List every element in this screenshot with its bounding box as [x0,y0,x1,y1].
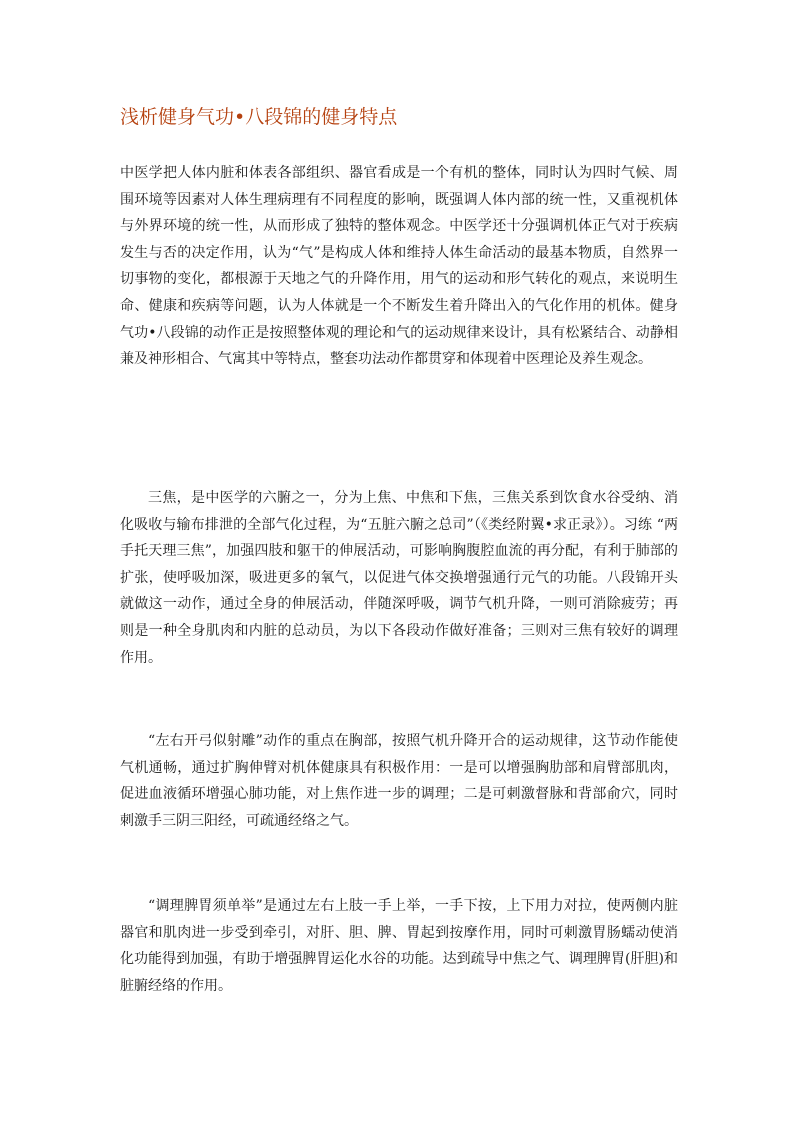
paragraph-1: 中医学把人体内脏和体表各部组织、器官看成是一个有机的整体，同时认为四时气候、周围环境等因素对人体生理病理有不同程度的影响，既强调人体内部的统一性，又重视机体与外界环境的统一性，从而形成了独特的整体观念。中医学还十分强调机体正气对于疾病发生与否的决定作用，认为“气”是构成人体和维持人体生命活动的最基本物质，自然界一切事物的变化，都根源于天地之气的升降作用，用气的运动和形气转化的观点，来说明生命、健康和疾病等问题，认为人体就是一个不断发生着升降出入的气化作用的机体。健身气功•八段锦的动作正是按照整体观的理论和气的运动规律来设计，具有松紧结合、动静相兼及神形相合、气寓其中等特点，整套功法动作都贯穿和体现着中医理论及养生观念。 [120,165,678,368]
document-title: 浅析健身气功•八段锦的健身特点 [120,106,398,128]
paragraph-2: 三焦，是中医学的六腑之一，分为上焦、中焦和下焦，三焦关系到饮食水谷受纳、消化吸收与输布排泄的全部气化过程，为“五脏六腑之总司”（《类经附翼•求正录》）。习练 “两手托天理三焦”，加强四肢和躯干的伸展活动，可影响胸腹腔血流的再分配，有利于肺部的扩张，使呼吸加深，吸进更多的氧气，以促进气体交换增强通行元气的功能。八段锦开头就做这一动作，通过全身的伸展活动，伴随深呼吸，调节气机升降，一则可消除疲劳；再则是一种全身肌肉和内脏的总动员，为以下各段动作做好准备；三则对三焦有较好的调理作用。 [120,490,678,666]
paragraph-3: “左右开弓似射雕”动作的重点在胸部，按照气机升降开合的运动规律，这节动作能使气机通畅，通过扩胸伸臂对机体健康具有积极作用：一是可以增强胸肋部和肩臂部肌肉，促进血液循环增强心肺功能，对上焦作进一步的调理；二是可刺激督脉和背部俞穴，同时刺激手三阴三阳经，可疏通经络之气。 [120,733,678,829]
paragraph-4: “调理脾胃须单举”是通过左右上肢一手上举，一手下按，上下用力对拉，使两侧内脏器官和肌肉进一步受到牵引，对肝、胆、脾、胃起到按摩作用，同时可刺激胃肠蠕动使消化功能得到加强，有助于增强脾胃运化水谷的功能。达到疏导中焦之气、调理脾胃(肝胆)和脏腑经络的作用。 [120,898,678,994]
